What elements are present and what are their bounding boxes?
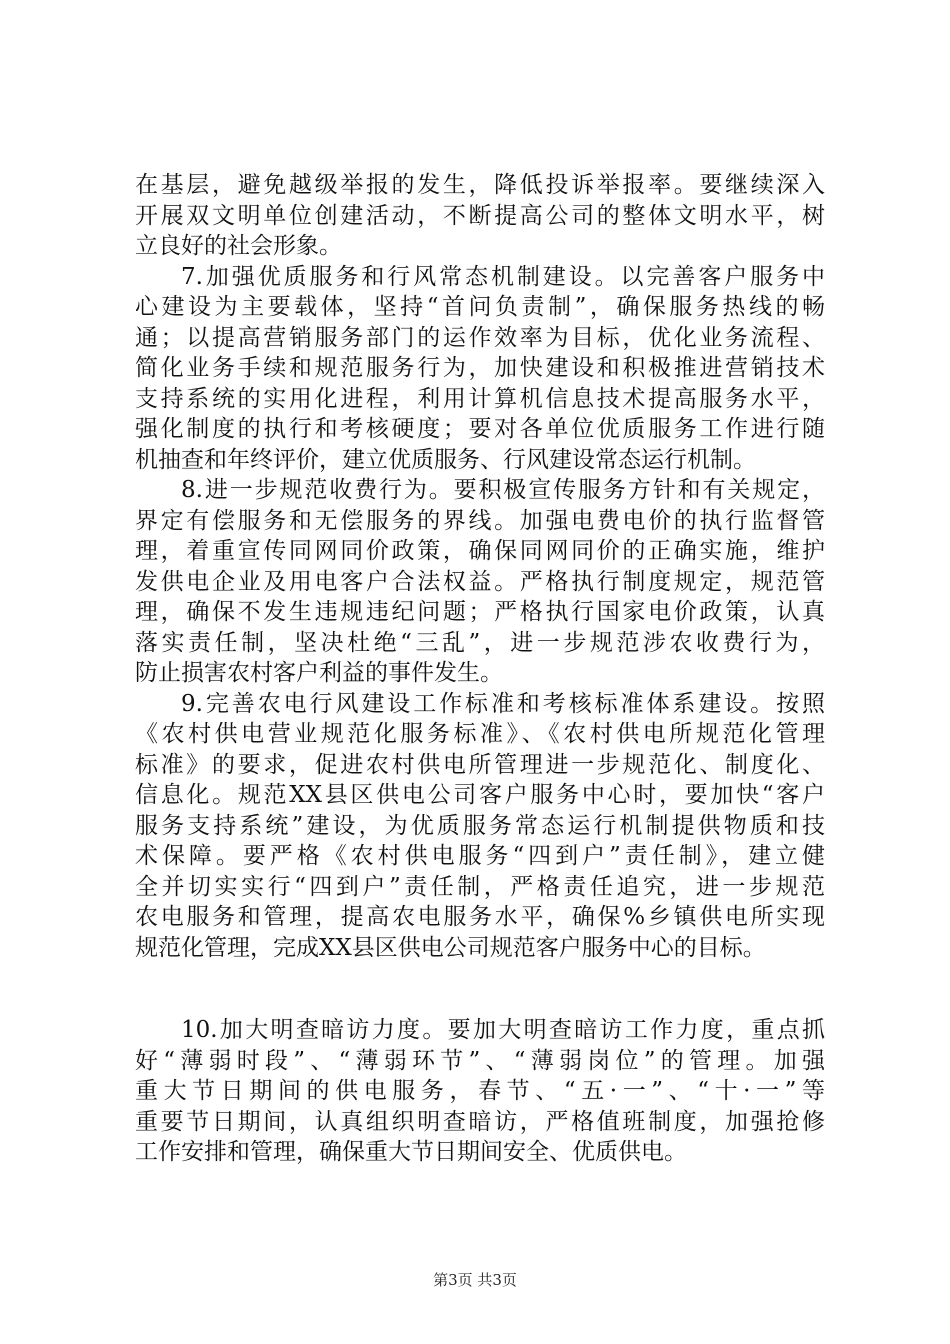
text-line: 支持系统的实用化进程，利用计算机信息技术提高服务水平，	[135, 385, 825, 412]
text-line: 强化制度的执行和考核硬度；要对各单位优质服务工作进行随	[135, 416, 825, 442]
document-body	[135, 170, 825, 1168]
text-line: 在基层，避免越级举报的发生，降低投诉举报率。要继续深入	[135, 172, 825, 198]
paragraph-8-start: 8.进一步规范收费行为。要积极宣传服务方针和有关规定，	[181, 477, 825, 503]
text-line: 好“薄弱时段”、“薄弱环节”、“薄弱岗位”的管理。加强	[135, 1047, 825, 1074]
text-line: 理，确保不发生违规违纪问题；严格执行国家电价政策，认真	[135, 599, 825, 625]
paragraph-7-start: 7.加强优质服务和行风常态机制建设。以完善客户服务中	[181, 263, 825, 290]
text-line: 术保障。要严格《农村供电服务“四到户”责任制》，建立健	[135, 843, 825, 869]
text-line: 重要节日期间，认真组织明查暗访，严格值班制度，加强抢修	[135, 1108, 825, 1135]
text-line: 简化业务手续和规范服务行为，加快建设和积极推进营销技术	[135, 355, 825, 381]
text-line: 机抽查和年终评价，建立优质服务、行风建设常态运行机制。	[135, 446, 756, 473]
text-line: 重大节日期间的供电服务，春节、“五·一”、“十·一”等	[135, 1078, 825, 1104]
text-line: 全并切实实行“四到户”责任制，严格责任追究，进一步规范	[135, 873, 825, 900]
text-line: 界定有偿服务和无偿服务的界线。加强电费电价的执行监督管	[135, 507, 825, 534]
text-line: 工作安排和管理，确保重大节日期间安全、优质供电。	[135, 1139, 687, 1165]
text-line: 开展双文明单位创建活动，不断提高公司的整体文明水平，树	[135, 202, 825, 229]
text-line: 通；以提高营销服务部门的运作效率为目标，优化业务流程、	[135, 324, 825, 351]
page-number-footer: 第3页 共3页	[433, 1271, 517, 1289]
text-line: 立良好的社会形象。	[135, 233, 342, 259]
text-line: 规范化管理，完成XX县区供电公司规范客户服务中心的目标。	[135, 934, 766, 961]
text-line: 发供电企业及用电客户合法权益。严格执行制度规定，规范管	[135, 568, 825, 595]
text-line: 心建设为主要载体，坚持“首问负责制”，确保服务热线的畅	[135, 294, 825, 320]
paragraph-10-start: 10.加大明查暗访力度。要加大明查暗访工作力度，重点抓	[181, 1017, 825, 1043]
text-line: 落实责任制，坚决杜绝“三乱”，进一步规范涉农收费行为，	[135, 629, 825, 656]
paragraph-gap	[135, 963, 825, 1015]
text-line: 标准》的要求，促进农村供电所管理进一步规范化、制度化、	[135, 751, 825, 778]
text-line: 服务支持系统”建设，为优质服务常态运行机制提供物质和技	[135, 812, 825, 839]
text-line: 理，着重宣传同网同价政策，确保同网同价的正确实施，维护	[135, 538, 825, 564]
paragraph-9-start: 9.完善农电行风建设工作标准和考核标准体系建设。按照	[181, 690, 825, 717]
text-line: 《农村供电营业规范化服务标准》、《农村供电所规范化管理	[135, 721, 825, 747]
text-line: 信息化。规范XX县区供电公司客户服务中心时，要加快“客户	[135, 782, 825, 808]
text-line: 防止损害农村客户利益的事件发生。	[135, 660, 503, 686]
text-line: 农电服务和管理，提高农电服务水平，确保%乡镇供电所实现	[135, 904, 825, 930]
